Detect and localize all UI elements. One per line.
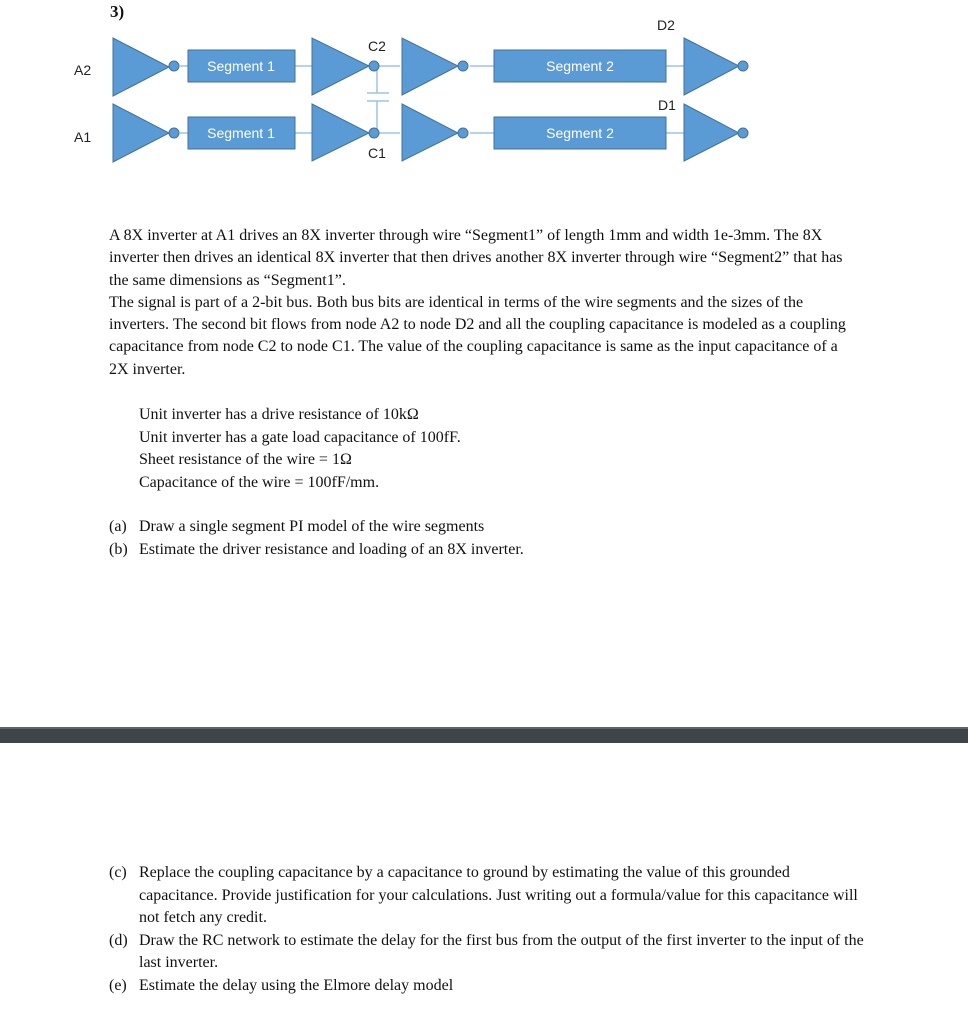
- parameter-gate-capacitance: Unit inverter has a gate load capacitance of 100fF.: [139, 428, 461, 446]
- parameter-wire-capacitance: Capacitance of the wire = 100fF/mm.: [139, 473, 380, 491]
- question-text: Draw a single segment PI model of the wire segments: [139, 518, 485, 535]
- inverter-mid-bottom: [402, 104, 458, 161]
- page-divider: [0, 727, 968, 743]
- segment2-bottom-label: Segment 2: [546, 125, 614, 141]
- question-a: [109, 516, 869, 539]
- inverter-a2: [113, 38, 169, 96]
- problem-number: 3): [110, 2, 125, 21]
- question-d: [109, 930, 869, 975]
- segment2-top-label: Segment 2: [546, 58, 614, 74]
- questions-part-1: [109, 516, 869, 561]
- question-text: Estimate the driver resistance and loading of an 8X inverter.: [139, 540, 524, 558]
- questions-part-2: [109, 862, 869, 998]
- bus-circuit-diagram: [0, 0, 968, 200]
- question-b: [109, 539, 869, 562]
- inverter-c1: [312, 104, 369, 161]
- description-paragraph-1: A 8X inverter at A1 drives an 8X inverter through wire “Segment1” of length 1mm and width 1e-3mm. The 8X inverter then drives an identical 8X inverter that then drives another 8X inverter through wire “Segment2” that has the same dimensions as “Segment1”.: [109, 227, 843, 289]
- question-label: (e): [109, 976, 127, 994]
- question-c: [109, 862, 869, 930]
- question-text: Estimate the delay using the Elmore delay model: [139, 976, 454, 994]
- inverter-a1-bubble: [169, 128, 179, 138]
- segment1-bottom-label: Segment 1: [207, 125, 275, 141]
- question-label: (b): [109, 540, 128, 558]
- inverter-mid-bottom-bubble: [458, 128, 468, 138]
- parameter-drive-resistance: Unit inverter has a drive resistance of 10kΩ: [139, 406, 419, 423]
- node-label-c2: C2: [368, 38, 386, 54]
- question-text: Replace the coupling capacitance by a capacitance to ground by estimating the value of this grounded capacitance. Provide justification for your calculations. Just writing out a formula/value for this capacitance will not fetch any credit.: [139, 864, 858, 927]
- inverter-c1-bubble: [369, 128, 379, 138]
- description-paragraph-2: The signal is part of a 2-bit bus. Both bus bits are identical in terms of the wire segments and the sizes of the inverters. The second bit flows from node A2 to node D2 and all the coupling capacitance is modeled as a coupling capacitance from node C2 to node C1. The value of the coupling capacitance is same as the input capacitance of a 2X inverter.: [109, 293, 846, 378]
- node-label-d1: D1: [658, 97, 676, 113]
- inverter-d1-bubble: [738, 128, 748, 138]
- inverter-c2: [312, 38, 369, 95]
- node-label-a2: A2: [74, 62, 92, 78]
- inverter-d2-bubble: [738, 61, 748, 71]
- parameter-sheet-resistance: Sheet resistance of the wire = 1Ω: [139, 451, 352, 469]
- question-e: [109, 975, 869, 998]
- inverter-d1: [684, 104, 739, 161]
- question-label: (c): [109, 864, 127, 881]
- node-label-c1: C1: [368, 145, 386, 161]
- node-label-d2: D2: [657, 17, 675, 33]
- problem-description: [109, 225, 857, 381]
- inverter-a2-bubble: [169, 61, 179, 71]
- inverter-a1: [113, 104, 169, 162]
- question-label: (d): [109, 931, 128, 949]
- inverter-c2-bubble: [369, 61, 379, 71]
- inverter-mid-top: [402, 38, 458, 95]
- node-label-a1: A1: [74, 129, 92, 145]
- parameter-list: [139, 404, 461, 494]
- question-text: Draw the RC network to estimate the delay for the first bus from the output of the first inverter to the input of the last inverter.: [139, 931, 864, 972]
- inverter-d2: [684, 38, 739, 95]
- inverter-mid-top-bubble: [458, 61, 468, 71]
- segment1-top-label: Segment 1: [207, 58, 275, 74]
- question-label: (a): [109, 518, 127, 535]
